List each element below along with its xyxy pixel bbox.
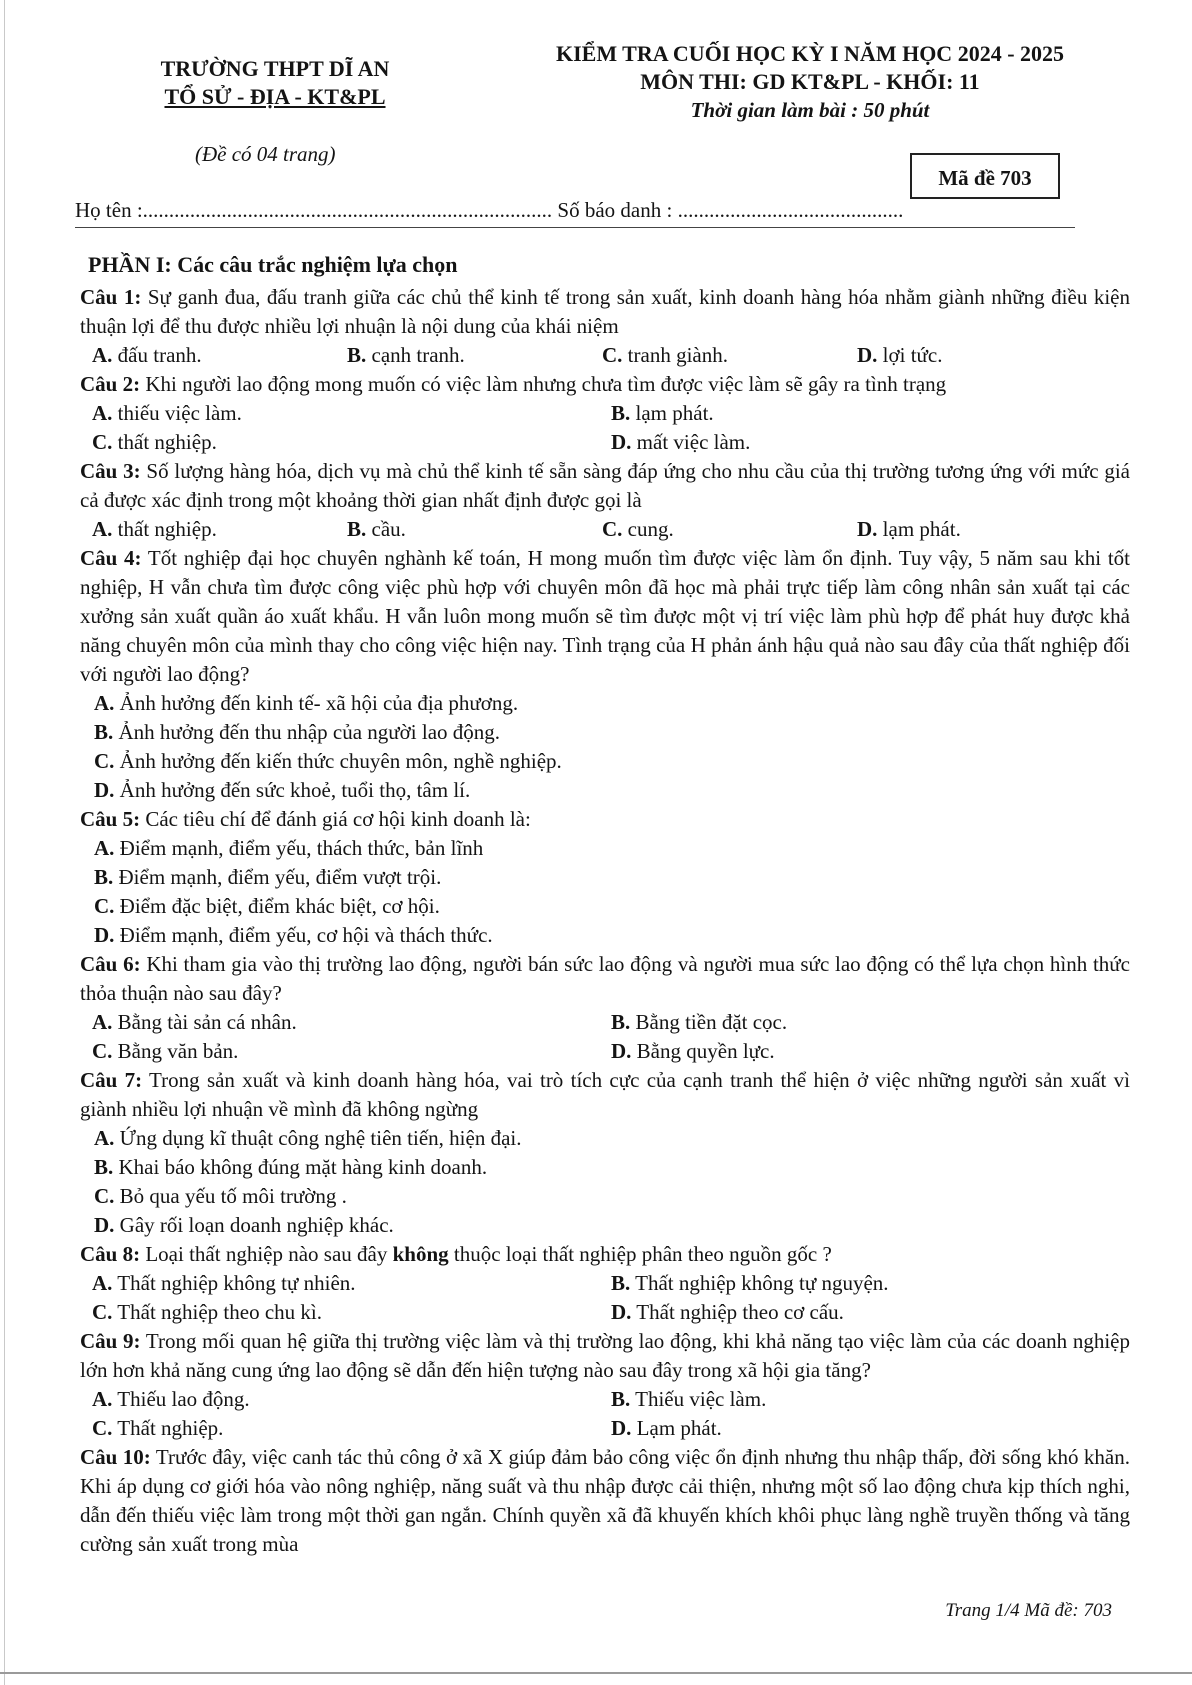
pages-note: (Đề có 04 trang)	[195, 142, 336, 166]
option-label: C.	[92, 1300, 113, 1324]
page-footer: Trang 1/4 Mã đề: 703	[945, 1600, 1112, 1621]
option-b	[611, 1269, 1130, 1298]
option-label: B.	[94, 865, 114, 889]
option-d	[611, 1298, 1130, 1327]
option-b	[80, 863, 1130, 892]
question-text: Trước đây, việc canh tác thủ công ở xã X giúp đảm bảo công việc ổn định nhưng thu nhập thấp, đời sống khó khăn. Khi áp dụng cơ giới hóa vào nông nghiệp, năng suất và thu nhập được cải thiện, nhưng một số lao động chưa kịp thích nghi, dẫn đến thiếu việc làm trong một thời gan ngắn. Chính quyền xã đã khuyến khích khôi phục làng nghề truyền thống và tăng cường sản xuất trong mùa	[80, 1445, 1131, 1556]
school-name: TRƯỜNG THPT DĨ AN	[160, 56, 390, 81]
option-c	[602, 341, 857, 370]
option-d	[611, 428, 1130, 457]
option-label: A.	[92, 401, 113, 425]
option-c	[92, 1037, 611, 1066]
option-text: Gây rối loạn doanh nghiệp khác.	[114, 1213, 394, 1237]
option-b	[80, 718, 1130, 747]
option-a	[80, 834, 1130, 863]
question-label: Câu 7:	[80, 1068, 143, 1092]
option-d	[857, 515, 1112, 544]
exam-header	[510, 40, 1110, 124]
question-label: Câu 9:	[80, 1329, 141, 1353]
option-text: Thất nghiệp theo cơ cấu.	[631, 1300, 844, 1324]
option-d	[611, 1037, 1130, 1066]
option-label: D.	[857, 343, 878, 367]
option-text: Điểm mạnh, điểm yếu, điểm vượt trội.	[113, 865, 442, 889]
option-label: A.	[94, 836, 115, 860]
option-label: B.	[611, 1387, 631, 1411]
option-text: cầu.	[366, 517, 406, 541]
option-text: Thất nghiệp không tự nhiên.	[112, 1271, 356, 1295]
question-text: Khi người lao động mong muốn có việc làm nhưng chưa tìm được việc làm sẽ gây ra tình trạng	[140, 372, 947, 396]
option-c	[92, 1414, 611, 1443]
question-text: Các tiêu chí để đánh giá cơ hội kinh doanh là:	[140, 807, 531, 831]
question-label: Câu 3:	[80, 459, 141, 483]
option-text: Thất nghiệp.	[112, 1416, 224, 1440]
option-label: D.	[94, 1213, 115, 1237]
option-text: Điểm đặc biệt, điểm khác biệt, cơ hội.	[114, 894, 440, 918]
option-label: A.	[92, 517, 113, 541]
option-b	[611, 399, 1130, 428]
option-text: thất nghiệp.	[112, 430, 217, 454]
option-b	[347, 515, 602, 544]
option-text: Ảnh hưởng đến kinh tế- xã hội của địa phương.	[114, 691, 519, 715]
exam-title: KIỂM TRA CUỐI HỌC KỲ I NĂM HỌC 2024 - 2025	[555, 41, 1065, 66]
question-emphasis: không	[392, 1242, 449, 1266]
option-label: C.	[602, 517, 623, 541]
option-text: Bằng tài sản cá nhân.	[112, 1010, 297, 1034]
option-label: A.	[94, 1126, 115, 1150]
option-text: Thiếu việc làm.	[630, 1387, 767, 1411]
option-text: Bỏ qua yếu tố môi trường .	[114, 1184, 347, 1208]
question-7	[80, 1066, 1130, 1240]
option-label: B.	[611, 1271, 631, 1295]
question-8	[80, 1240, 1130, 1327]
option-b	[80, 1153, 1130, 1182]
option-label: A.	[94, 691, 115, 715]
question-text: Trong mối quan hệ giữa thị trường việc làm và thị trường lao động, khi khả năng tạo việc làm của các doanh nghiệp lớn hơn khả năng cung ứng lao động sẽ dẫn đến hiện tượng nào sau đây trong xã hội gia tăng?	[80, 1329, 1131, 1382]
option-text: lạm phát.	[630, 401, 714, 425]
option-label: C.	[94, 1184, 115, 1208]
name-dots: ..............................................................................	[142, 198, 553, 222]
option-c	[80, 892, 1130, 921]
option-label: B.	[611, 1010, 631, 1034]
question-label: Câu 6:	[80, 952, 141, 976]
option-c	[602, 515, 857, 544]
question-text: Số lượng hàng hóa, dịch vụ mà chủ thể kinh tế sẵn sàng đáp ứng cho nhu cầu của thị trường tương ứng với mức giá cả được xác định trong một khoảng thời gian nhất định được gọi là	[80, 459, 1131, 512]
question-label: Câu 5:	[80, 807, 141, 831]
option-label: D.	[611, 1416, 632, 1440]
option-label: D.	[611, 1039, 632, 1063]
option-label: D.	[94, 778, 115, 802]
option-label: C.	[92, 1039, 113, 1063]
option-c	[80, 747, 1130, 776]
option-text: Thất nghiệp theo chu kì.	[112, 1300, 322, 1324]
option-label: D.	[611, 430, 632, 454]
question-9	[80, 1327, 1130, 1443]
option-text: Điểm mạnh, điểm yếu, cơ hội và thách thức.	[114, 923, 493, 947]
option-label: D.	[857, 517, 878, 541]
student-id-line	[75, 196, 1075, 228]
time-note: Thời gian làm bài : 50 phút	[690, 98, 930, 122]
option-c	[92, 428, 611, 457]
question-text: Khi tham gia vào thị trường lao động, người bán sức lao động và người mua sức lao động có thể lựa chọn hình thức thỏa thuận nào sau đây?	[80, 952, 1130, 1005]
option-text: lạm phát.	[877, 517, 961, 541]
department-name: TỔ SỬ - ĐỊA - KT&PL	[164, 84, 386, 109]
option-a	[92, 1008, 611, 1037]
question-text: Sự ganh đua, đấu tranh giữa các chủ thể kinh tế trong sản xuất, kinh doanh hàng hóa nhằm giành những điều kiện thuận lợi để thu được nhiều lợi nhuận là nội dung của khái niệm	[80, 285, 1130, 338]
option-text: Lạm phát.	[631, 1416, 722, 1440]
exam-content	[80, 250, 1130, 1559]
option-a	[92, 515, 347, 544]
school-header	[110, 55, 440, 111]
option-label: A.	[92, 1010, 113, 1034]
option-label: B.	[94, 720, 114, 744]
option-label: A.	[92, 1387, 113, 1411]
option-c	[80, 1182, 1130, 1211]
name-label: Họ tên :	[75, 198, 143, 222]
question-5	[80, 805, 1130, 950]
option-a	[92, 1269, 611, 1298]
question-text: Loại thất nghiệp nào sau đây	[140, 1242, 393, 1266]
option-text: Ảnh hưởng đến sức khoẻ, tuổi thọ, tâm lí.	[114, 778, 471, 802]
option-text: cạnh tranh.	[366, 343, 465, 367]
option-d	[80, 1211, 1130, 1240]
option-text: Bằng tiền đặt cọc.	[630, 1010, 788, 1034]
option-label: C.	[94, 749, 115, 773]
question-label: Câu 2:	[80, 372, 141, 396]
sbd-label: Số báo danh :	[557, 198, 673, 222]
option-b	[611, 1008, 1130, 1037]
option-label: A.	[92, 1271, 113, 1295]
option-label: C.	[94, 894, 115, 918]
option-text: đấu tranh.	[112, 343, 202, 367]
option-text: Ứng dụng kĩ thuật công nghệ tiên tiến, hiện đại.	[114, 1126, 522, 1150]
option-a	[92, 399, 611, 428]
question-6	[80, 950, 1130, 1066]
question-text-end: thuộc loại thất nghiệp phân theo nguồn gốc ?	[448, 1242, 832, 1266]
question-1	[80, 283, 1130, 370]
option-text: Khai báo không đúng mặt hàng kinh doanh.	[113, 1155, 488, 1179]
option-label: B.	[611, 401, 631, 425]
option-c	[92, 1298, 611, 1327]
exam-code-box: Mã đề 703	[910, 153, 1060, 199]
question-label: Câu 8:	[80, 1242, 141, 1266]
option-a	[92, 1385, 611, 1414]
sbd-dots: ...........................................	[677, 198, 904, 222]
option-text: mất việc làm.	[631, 430, 751, 454]
option-d	[80, 776, 1130, 805]
option-d	[857, 341, 1112, 370]
option-text: Bằng văn bản.	[112, 1039, 239, 1063]
question-label: Câu 1:	[80, 285, 142, 309]
option-label: D.	[611, 1300, 632, 1324]
option-text: Thất nghiệp không tự nguyện.	[630, 1271, 889, 1295]
question-3	[80, 457, 1130, 544]
subject-line: MÔN THI: GD KT&PL - KHỐI: 11	[640, 69, 980, 94]
question-4	[80, 544, 1130, 805]
option-label: D.	[94, 923, 115, 947]
scan-bottom-line	[0, 1672, 1192, 1674]
option-label: C.	[92, 1416, 113, 1440]
option-text: Ảnh hưởng đến kiến thức chuyên môn, nghề nghiệp.	[114, 749, 562, 773]
question-text: Trong sản xuất và kinh doanh hàng hóa, vai trò tích cực của cạnh tranh thể hiện ở việc những người sản xuất vì giành nhiều lợi nhuận về mình đã không ngừng	[80, 1068, 1130, 1121]
option-label: B.	[347, 343, 367, 367]
option-label: C.	[602, 343, 623, 367]
option-label: A.	[92, 343, 113, 367]
option-b	[611, 1385, 1130, 1414]
option-b	[347, 341, 602, 370]
option-text: thiếu việc làm.	[112, 401, 242, 425]
option-text: Thiếu lao động.	[112, 1387, 250, 1411]
option-text: lợi tức.	[877, 343, 943, 367]
question-text: Tốt nghiệp đại học chuyên nghành kế toán, H mong muốn tìm được việc làm ổn định. Tuy vậy, 5 năm sau khi tốt nghiệp, H vẫn chưa tìm được công việc phù hợp với chuyên môn đã học mà phải trực tiếp làm công nhân sản xuất tại các xưởng sản xuất quần áo xuất khẩu. H vẫn luôn mong muốn sẽ tìm được một vị trí việc làm phù hợp để phát huy được khả năng chuyên môn của mình thay cho công việc hiện nay. Tình trạng của H phản ánh hậu quả nào sau đây của thất nghiệp đối với người lao động?	[80, 546, 1130, 686]
option-text: tranh giành.	[622, 343, 728, 367]
option-d	[80, 921, 1130, 950]
question-label: Câu 4:	[80, 546, 142, 570]
option-a	[80, 1124, 1130, 1153]
section-title: PHẦN I: Các câu trắc nghiệm lựa chọn	[88, 252, 458, 277]
question-label: Câu 10:	[80, 1445, 151, 1469]
option-label: C.	[92, 430, 113, 454]
option-a	[80, 689, 1130, 718]
option-d	[611, 1414, 1130, 1443]
option-text: cung.	[622, 517, 674, 541]
option-text: Bằng quyền lực.	[631, 1039, 775, 1063]
question-10	[80, 1443, 1130, 1559]
option-label: B.	[94, 1155, 114, 1179]
option-text: thất nghiệp.	[112, 517, 217, 541]
option-a	[92, 341, 347, 370]
scan-edge-line	[4, 0, 5, 1685]
question-2	[80, 370, 1130, 457]
option-text: Ảnh hưởng đến thu nhập của người lao động.	[113, 720, 501, 744]
option-label: B.	[347, 517, 367, 541]
option-text: Điểm mạnh, điểm yếu, thách thức, bản lĩnh	[114, 836, 484, 860]
